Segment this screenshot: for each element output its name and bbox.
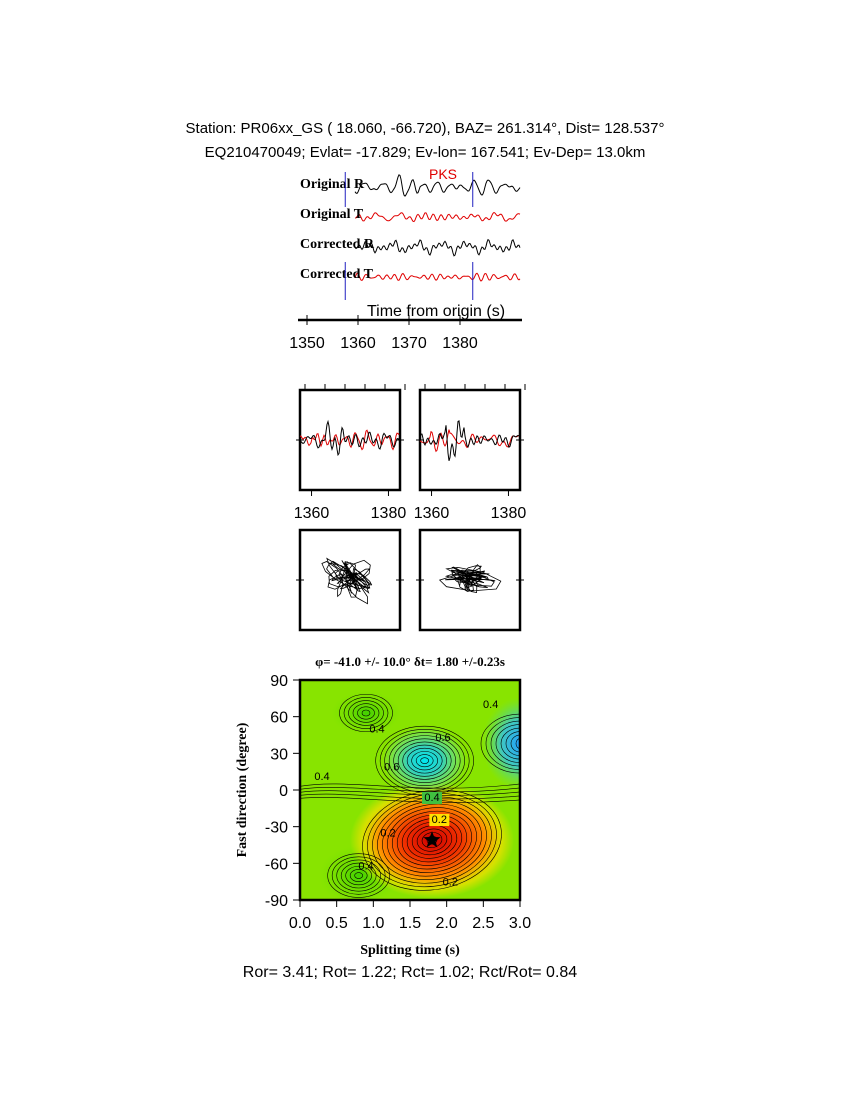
contour-label-2: 0.6 bbox=[435, 732, 451, 745]
contour-label-6: 0.2 bbox=[431, 814, 447, 826]
contour-label-3: 0.6 bbox=[384, 761, 400, 774]
windowed-corrected-tick-label-1: 1380 bbox=[490, 505, 527, 522]
heatmap-ytick-label-1: -60 bbox=[264, 856, 288, 874]
trace-label-1: Original T bbox=[300, 207, 364, 222]
heatmap-ytick-label-4: 30 bbox=[270, 746, 288, 764]
heatmap-xtick-label-5: 2.5 bbox=[472, 915, 495, 932]
heatmap-xtick-label-1: 0.5 bbox=[325, 915, 348, 932]
heatmap-xtick-label-3: 1.5 bbox=[398, 915, 422, 932]
station-header: Station: PR06xx_GS ( 18.060, -66.720), BAZ= 261.314°, Dist= 128.537° bbox=[185, 120, 665, 137]
contour-label-9: 0.2 bbox=[442, 876, 458, 889]
heatmap-ytick-label-5: 60 bbox=[270, 709, 288, 727]
contour-label-1: 0.4 bbox=[483, 699, 499, 712]
trace-label-2: Corrected R bbox=[300, 237, 374, 252]
phase-label-pks: PKS bbox=[429, 166, 458, 182]
contour-label-8: 0.4 bbox=[358, 860, 374, 873]
trace-2 bbox=[355, 240, 520, 256]
waveform-tick-label-3: 1380 bbox=[442, 335, 478, 352]
waveform-tick-label-1: 1360 bbox=[340, 335, 376, 352]
heatmap-xtick-label-2: 1.0 bbox=[362, 915, 385, 932]
energy-ratio-footer: Ror= 3.41; Rot= 1.22; Rct= 1.02; Rct/Rot= 0.84 bbox=[242, 964, 578, 981]
waveform-tick-label-0: 1350 bbox=[289, 335, 325, 352]
trace-label-3: Corrected T bbox=[300, 267, 373, 282]
heatmap-xtick-label-6: 3.0 bbox=[508, 915, 532, 932]
heatmap-ylabel: Fast direction (degree) bbox=[235, 722, 250, 858]
heatmap-title: φ= -41.0 +/- 10.0° δt= 1.80 +/-0.23s bbox=[315, 654, 505, 669]
trace-1 bbox=[355, 213, 520, 222]
contour-label-0: 0.4 bbox=[369, 723, 385, 736]
waveform-xlabel: Time from origin (s) bbox=[366, 303, 506, 320]
event-header: EQ210470049; Evlat= -17.829; Ev-lon= 167.541; Ev-Dep= 13.0km bbox=[204, 144, 646, 161]
heatmap-ytick-label-3: 0 bbox=[279, 783, 288, 800]
contour-label-7: 0.2 bbox=[380, 827, 396, 840]
contour-label-4: 0.4 bbox=[314, 771, 330, 784]
heatmap-ytick-label-2: -30 bbox=[264, 819, 288, 837]
contour-label-5: 0.4 bbox=[424, 792, 440, 804]
heatmap-ytick-label-6: 90 bbox=[270, 673, 288, 690]
windowed-original-tick-label-1: 1380 bbox=[370, 505, 407, 522]
heatmap-xtick-label-4: 2.0 bbox=[435, 915, 458, 932]
windowed-original-tick-label-0: 1360 bbox=[293, 505, 330, 522]
waveform-tick-label-2: 1370 bbox=[391, 335, 427, 352]
windowed-corrected-tick-label-0: 1360 bbox=[413, 505, 450, 522]
heatmap-xlabel: Splitting time (s) bbox=[360, 943, 460, 958]
trace-3 bbox=[355, 273, 520, 281]
trace-label-0: Original R bbox=[300, 177, 365, 192]
heatmap-ytick-label-0: -90 bbox=[264, 893, 288, 910]
heatmap-xtick-label-0: 0.0 bbox=[288, 915, 312, 932]
